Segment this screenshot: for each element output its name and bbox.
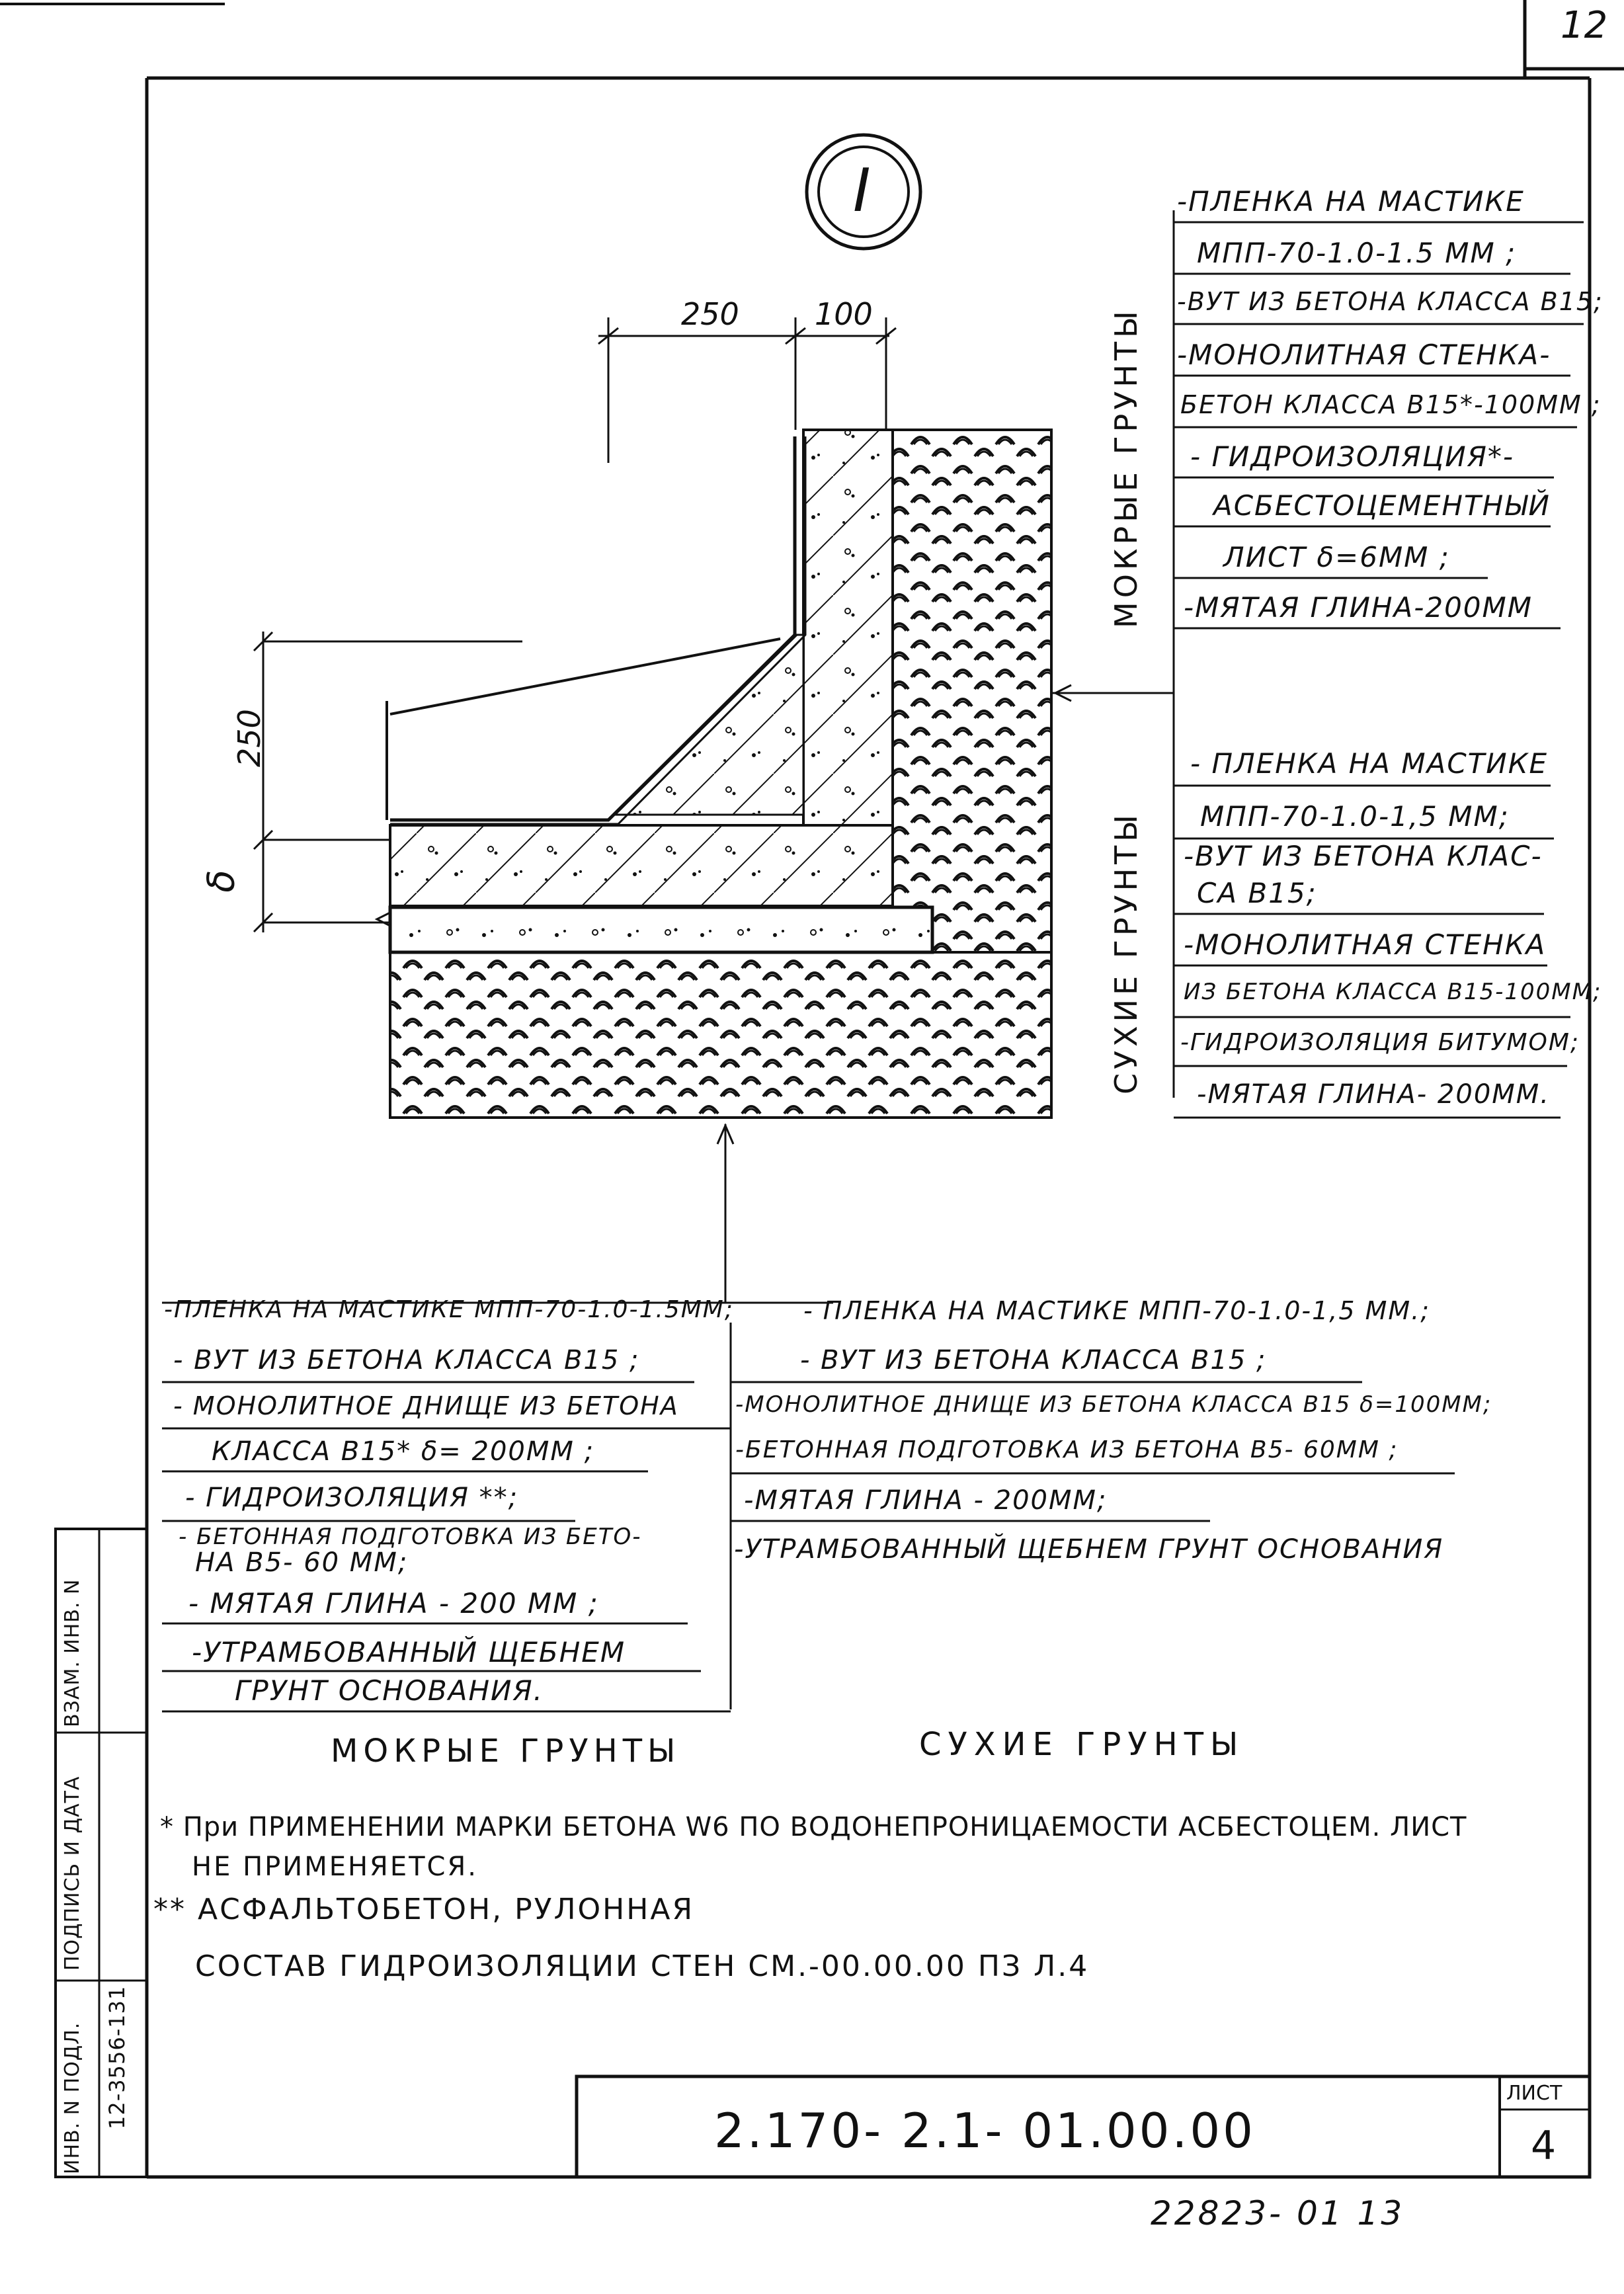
spec-line: - БЕТОННАЯ ПОДГОТОВКА ИЗ БЕТО- xyxy=(179,1524,642,1550)
spec-line: -МЯТАЯ ГЛИНА-200ММ xyxy=(1184,591,1533,624)
spec-line: МПП-70-1.0-1.5 ММ ; xyxy=(1197,237,1517,269)
dim-width-left: 250 xyxy=(681,296,739,332)
spec-line: ГРУНТ ОСНОВАНИЯ. xyxy=(235,1674,544,1707)
soil-base xyxy=(390,952,1051,1118)
spec-line: БЕТОН КЛАССА В15*-100ММ ; xyxy=(1180,390,1602,419)
sheet-label: ЛИСТ xyxy=(1506,2082,1563,2105)
spec-line: - ПЛЕНКА НА МАСТИКЕ xyxy=(1190,747,1549,780)
spec-line: - ГИДРОИЗОЛЯЦИЯ*- xyxy=(1190,440,1515,473)
spec-line: -МЯТАЯ ГЛИНА - 200ММ; xyxy=(744,1485,1108,1516)
spec-line: -МОНОЛИТНАЯ СТЕНКА- xyxy=(1177,339,1551,371)
spec-line: ЛИСТ δ=6ММ ; xyxy=(1223,541,1450,573)
sidebar-podpis-data: ПОДПИСЬ И ДАТА xyxy=(61,1776,84,1971)
spec-line: КЛАССА В15* δ= 200ММ ; xyxy=(212,1436,595,1467)
sidebar-inv-podl: ИНВ. N ПОДЛ. xyxy=(61,2022,84,2174)
spec-line: -МЯТАЯ ГЛИНА- 200ММ. xyxy=(1197,1079,1551,1110)
sidebar-inv-number: 12-3556-131 xyxy=(104,1985,130,2129)
spec-line: МПП-70-1.0-1,5 ММ; xyxy=(1200,800,1510,833)
wall-label-dry: СУХИЕ ГРУНТЫ xyxy=(1108,811,1144,1094)
spec-line: -ВУТ ИЗ БЕТОНА КЛАССА В15; xyxy=(1177,287,1604,316)
spec-line: - ПЛЕНКА НА МАСТИКЕ МПП-70-1.0-1,5 ММ.; xyxy=(803,1296,1431,1325)
spec-line: -МОНОЛИТНАЯ СТЕНКА xyxy=(1184,928,1547,961)
spec-line: -ПЛЕНКА НА МАСТИКЕ xyxy=(1177,185,1525,218)
spec-line: - ГИДРОИЗОЛЯЦИЯ **; xyxy=(185,1483,519,1513)
footnote-1-cont: НЕ ПРИМЕНЯЕТСЯ. xyxy=(192,1852,478,1882)
inner-slope xyxy=(390,639,780,714)
doc-code: 2.170- 2.1- 01.00.00 xyxy=(714,2103,1256,2158)
footnote-1: * При ПРИМЕНЕНИИ МАРКИ БЕТОНА W6 ПО ВОДОНЕПРОНИЦАЕМОСТИ АСБЕСТОЦЕМ. ЛИСТ xyxy=(160,1812,1467,1842)
concrete-haunch xyxy=(615,635,803,815)
section-marker-label: I xyxy=(853,156,871,225)
wall-label-wet: МОКРЫЕ ГРУНТЫ xyxy=(1108,307,1144,628)
spec-line: НА В5- 60 ММ; xyxy=(195,1547,409,1578)
dim-width-right: 100 xyxy=(815,296,873,332)
sheet-number: 4 xyxy=(1531,2123,1557,2169)
spec-line: -ПЛЕНКА НА МАСТИКЕ МПП-70-1.0-1.5ММ; xyxy=(164,1296,734,1323)
archive-number: 22823- 01 13 xyxy=(1151,2194,1405,2233)
footnote-2: ** АСФАЛЬТОБЕТОН, РУЛОННАЯ xyxy=(153,1893,695,1926)
spec-line: - ВУТ ИЗ БЕТОНА КЛАССА В15 ; xyxy=(800,1345,1267,1375)
spec-line: -ГИДРОИЗОЛЯЦИЯ БИТУМОМ; xyxy=(1180,1029,1580,1056)
caption-wet: МОКРЫЕ ГРУНТЫ xyxy=(331,1733,681,1770)
spec-line: - ВУТ ИЗ БЕТОНА КЛАССА В15 ; xyxy=(173,1345,640,1375)
spec-line: -УТРАМБОВАННЫЙ ЩЕБНЕМ xyxy=(192,1636,626,1668)
spec-line: ИЗ БЕТОНА КЛАССА В15-100ММ; xyxy=(1184,979,1602,1005)
spec-line: СА В15; xyxy=(1197,877,1317,909)
caption-dry: СУХИЕ ГРУНТЫ xyxy=(919,1726,1245,1763)
concrete-slab xyxy=(390,825,893,906)
spec-line: -ВУТ ИЗ БЕТОНА КЛАС- xyxy=(1184,840,1543,872)
spec-line: -УТРАМБОВАННЫЙ ЩЕБНЕМ ГРУНТ ОСНОВАНИЯ xyxy=(734,1534,1444,1565)
sidebar-vzam-inv: ВЗАМ. ИНВ. N xyxy=(61,1578,84,1727)
dim-height-haunch: 250 xyxy=(231,709,267,767)
footnote-3: СОСТАВ ГИДРОИЗОЛЯЦИИ СТЕН СМ.-00.00.00 ПЗ Л.4 xyxy=(195,1949,1090,1983)
page-number: 12 xyxy=(1561,4,1608,47)
spec-line: -МОНОЛИТНОЕ ДНИЩЕ ИЗ БЕТОНА КЛАССА В15 δ=100ММ; xyxy=(735,1391,1492,1418)
dim-thickness: δ xyxy=(200,870,243,893)
spec-line: -БЕТОННАЯ ПОДГОТОВКА ИЗ БЕТОНА В5- 60ММ ; xyxy=(735,1436,1399,1463)
spec-line: АСБЕСТОЦЕМЕНТНЫЙ xyxy=(1213,489,1551,522)
spec-line: - МЯТАЯ ГЛИНА - 200 ММ ; xyxy=(188,1587,599,1619)
spec-line: - МОНОЛИТНОЕ ДНИЩЕ ИЗ БЕТОНА xyxy=(173,1391,679,1420)
concrete-prep xyxy=(390,907,932,952)
